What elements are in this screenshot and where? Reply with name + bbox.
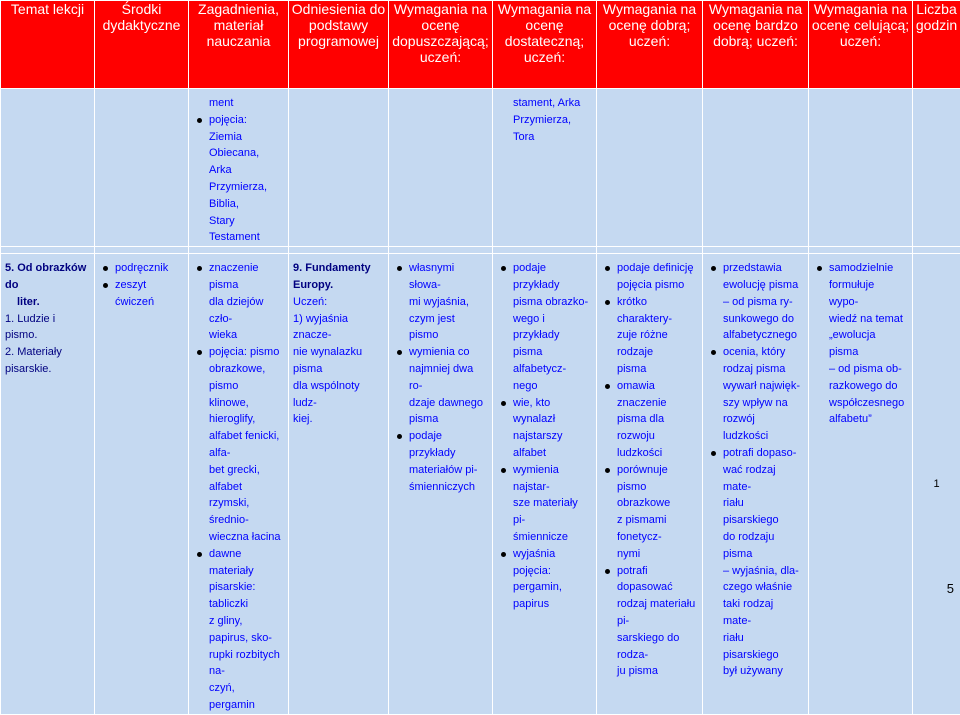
cell-topic: 5. Od obrazków do liter. 1. Ludzie i pismo. 2. Materiały pisarskie. (1, 254, 95, 715)
header-dop: Wymagania na ocenę dopuszczającą; uczeń: (389, 1, 493, 89)
table-row (1, 254, 960, 715)
cell-issues-continued: ment pojęcia: Ziemia Obiecana, Arka Przymierza, Biblia, Stary Testament (189, 89, 289, 247)
header-cel: Wymagania na ocenę celującą; uczeń: (809, 1, 913, 89)
cell-dost-continued: stament, Arka Przymierza, Tora (493, 89, 597, 247)
table-row-spacer (1, 247, 960, 254)
cell-dobra: podaje definicję pojęcia pismo krótko charaktery- zuje różne rodzaje pisma omawia znaczenie pisma dla rozwoju ludzkości porównuje pismo obrazkowe z pismami fonetycz- nymi potrafi dopasować rodzaj materiału pi- sarskiego do rodza- ju pisma (597, 254, 703, 715)
page-number: 5 (947, 581, 954, 596)
header-aids: Środki dydaktyczne (95, 1, 189, 89)
cell-dost: podaje przykłady pisma obrazko- wego i przykłady pisma alfabetycz- nego wie, kto wynalazł najstarszy alfabet wymienia najstar- sze materiały pi- śmiennicze wyjaśnia pojęcia: pergamin, papirus (493, 254, 597, 715)
cell-hours: 1 (913, 254, 960, 715)
cell-issues: znaczenie pisma dla dziejów czło- wieka pojęcia: pismo obrazkowe, pismo klinowe, hieroglify, alfabet fenicki, alfa- bet grecki, alfabet rzymski, średnio- wieczna łacina dawne materiały pisarskie: tabliczki z gliny, papirus, sko- rupki rozbitych na- czyń, pergamin (189, 254, 289, 715)
header-issues: Zagadnienia, materiał nauczania (189, 1, 289, 89)
header-core: Odniesienia do podstawy programowej (289, 1, 389, 89)
header-topic: Temat lekcji (1, 1, 95, 89)
cell-core-curriculum: 9. Fundamenty Europy. Uczeń: 1) wyjaśnia znacze- nie wynalazku pisma dla wspólnoty ludz- kiej. (289, 254, 389, 715)
table-row-continued (1, 89, 960, 247)
header-dobra: Wymagania na ocenę dobrą; uczeń: (597, 1, 703, 89)
cell-bdb: przedstawia ewolucję pisma – od pisma ry- sunkowego do alfabetycznego ocenia, który rodzaj pisma wywarł najwięk- szy wpływ na rozwój ludzkości potrafi dopaso- wać rodzaj mate- riału pisarskiego do rodzaju pisma – wyjaśnia, dla- czego właśnie taki rodzaj mate- riału pisarskiego był używany (703, 254, 809, 715)
cell-dop: własnymi słowa- mi wyjaśnia, czym jest pismo wymienia co najmniej dwa ro- dzaje dawnego pisma podaje przykłady materiałów pi- śmienniczych (389, 254, 493, 715)
header-row (1, 1, 960, 89)
header-hours: Liczba godzin (913, 1, 960, 89)
header-bdb: Wymagania na ocenę bardzo dobrą; uczeń: (703, 1, 809, 89)
cell-cel: samodzielnie formułuje wypo- wiedź na temat „ewolucja pisma – od pisma ob- razkowego do współczesnego alfabetu” (809, 254, 913, 715)
header-dost: Wymagania na ocenę dostateczną; uczeń: (493, 1, 597, 89)
cell-aids: podręcznik zeszyt ćwiczeń (95, 254, 189, 715)
